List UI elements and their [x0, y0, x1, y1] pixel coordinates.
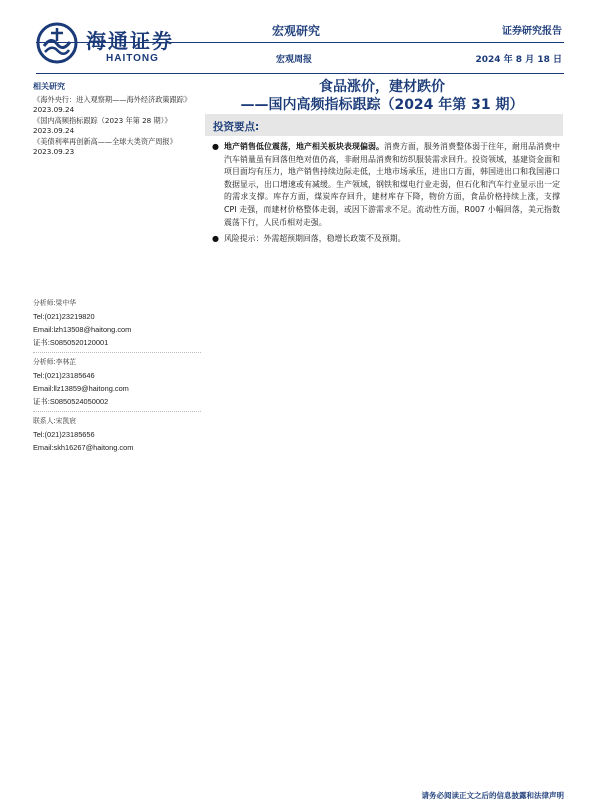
key-point-item	[210, 233, 560, 246]
analyst-name: 分析师:梁中华	[33, 299, 77, 307]
analyst-card	[33, 297, 208, 349]
risk-warning: 风险提示：外需超预期回落，稳增长政策不及预期。	[224, 234, 406, 244]
logo-text-cn: 海通证券	[86, 29, 174, 53]
report-category: 宏观研究	[272, 24, 321, 38]
company-logo	[36, 22, 221, 68]
report-date: 2024 年 8 月 18 日	[475, 55, 562, 65]
header-divider-top	[36, 42, 564, 43]
analyst-email[interactable]: Email:llz13859@haitong.com	[33, 384, 129, 393]
report-title: 食品涨价，建材跌价	[319, 79, 445, 95]
analyst-name: 分析师:李林芷	[33, 358, 77, 366]
key-points-header-bar	[205, 114, 563, 136]
related-research-item[interactable]: 《国内高频指标跟踪（2023 年第 28 期）》2023.09.24	[33, 116, 172, 135]
bullet-icon: ●	[212, 234, 219, 244]
disclaimer-note: 请务必阅读正文之后的信息披露和法律声明	[421, 791, 564, 800]
analyst-card	[33, 356, 208, 408]
related-research-item[interactable]: 《美债利率再创新高——全球大类资产周报》2023.09.23	[33, 137, 177, 156]
contact-name: 联系人:宋凯宸	[33, 417, 77, 425]
haitong-logo-icon	[36, 22, 78, 64]
analyst-divider	[33, 411, 201, 412]
report-subtitle: ——国内高频指标跟踪（2024 年第 31 期）	[240, 97, 524, 113]
analyst-email[interactable]: Email:lzh13508@haitong.com	[33, 325, 132, 334]
analyst-divider	[33, 352, 201, 353]
analyst-contacts	[33, 297, 208, 457]
key-point-item	[210, 141, 560, 229]
analyst-cert: 证书:S0850524050002	[33, 397, 109, 406]
key-point-lead: 地产销售低位震荡，地产相关板块表现偏弱。	[224, 142, 385, 151]
analyst-tel: Tel:(021)23185646	[33, 371, 95, 380]
key-points-title: 投资要点:	[213, 121, 260, 133]
contact-card	[33, 415, 208, 454]
contact-tel: Tel:(021)23185656	[33, 430, 95, 439]
report-type: 证券研究报告	[502, 26, 562, 37]
bullet-icon: ●	[212, 142, 219, 151]
contact-email[interactable]: Email:skh16267@haitong.com	[33, 443, 134, 452]
report-subcategory: 宏观周报	[276, 55, 313, 65]
sidebar	[33, 81, 198, 158]
key-points-list	[210, 141, 560, 250]
related-research-item[interactable]: 《海外央行：进入观察期——海外经济政策跟踪》2023.09.24	[33, 95, 192, 114]
analyst-tel: Tel:(021)23219820	[33, 312, 95, 321]
header-divider-bottom	[36, 73, 564, 74]
related-research-title: 相关研究	[33, 82, 65, 91]
key-point-body: 消费方面，服务消费整体弱于往年，耐用品消费中汽车销量虽有回落但绝对值仍高，非耐用品消费和纺织服装需求回升。投资领域，基建资金面和项目面均有压力，地产销售持续边际走低，土地市场承压，进出口方面，韩国进出口和我国港口数据显示，出口增速或有减缓。生产领域，钢铁和煤电行业走弱，但石化和汽车行业显示出一定的需求支撑。库存方面，煤炭库存回升，建材库存下降，物价方面，食品价格持续上涨，支撑 CPI 走强，而建材价格整体走弱，或因下游需求不足。流动性方面，R007 小幅回落，美元指数震荡下行，人民币相对走强。	[224, 142, 560, 227]
analyst-cert: 证书:S0850520120001	[33, 338, 109, 347]
logo-text-en: HAITONG	[106, 53, 159, 64]
